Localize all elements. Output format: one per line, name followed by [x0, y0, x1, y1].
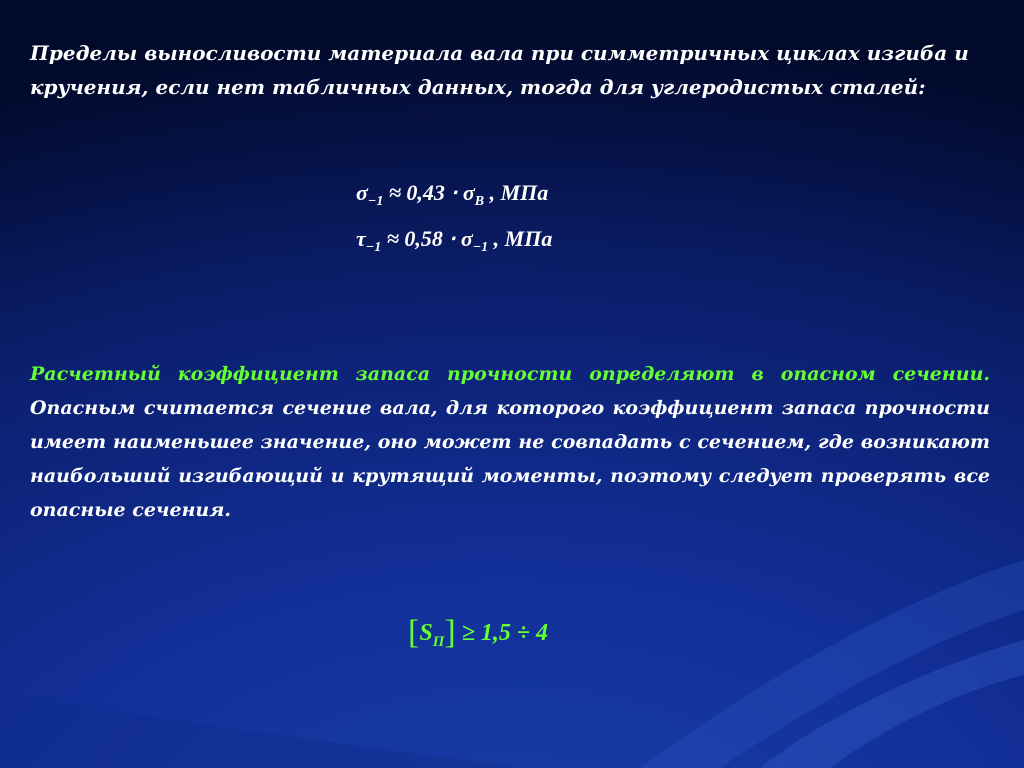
formula-tau-symbol: τ: [356, 226, 366, 251]
formula-sigma-rhs-subscript: B: [474, 194, 485, 209]
formula-sigma-symbol: σ: [356, 180, 368, 205]
heading: Пределы выносливости материала вала при симметричных циклах изгиба и кручения, если нет табличных данных, тогда для углеродистых сталей:: [30, 41, 969, 99]
formula-sigma-rhs-symbol: σ: [462, 180, 475, 205]
formula-tau-rhs-symbol: σ: [460, 226, 473, 251]
safety-bracket-open: [: [408, 614, 420, 651]
formula-sigma-subscript: −1: [367, 194, 384, 209]
body-paragraph: [30, 357, 990, 527]
formula-tau-subscript: −1: [365, 240, 382, 255]
body-highlight: Расчетный коэффициент запаса прочности определяют в опасном сечении.: [30, 363, 990, 385]
safety-symbol: S: [419, 620, 433, 646]
safety-factor-formula: [408, 614, 548, 652]
safety-subscript: П: [432, 634, 445, 650]
safety-expression: ≥ 1,5 ÷ 4: [461, 620, 549, 646]
body-text: Опасным считается сечение вала, для которого коэффициент запаса прочности имеет наименьшее значение, оно может не совпадать с сечением, где возникают наибольший изгибающий и крутящий моменты, поэтому следует проверять все опасные сечения.: [30, 397, 990, 521]
formula-sigma-limit: [356, 180, 548, 210]
formula-tau-limit: [356, 226, 552, 256]
formula-tau-unit: , МПа: [493, 226, 553, 251]
formula-tau-rhs-subscript: −1: [472, 240, 489, 255]
safety-bracket-close: ]: [444, 614, 456, 651]
formula-tau-expression: ≈ 0,58 ⋅: [386, 226, 456, 251]
formula-sigma-unit: , МПа: [489, 180, 549, 205]
formula-sigma-expression: ≈ 0,43 ⋅: [388, 180, 458, 205]
